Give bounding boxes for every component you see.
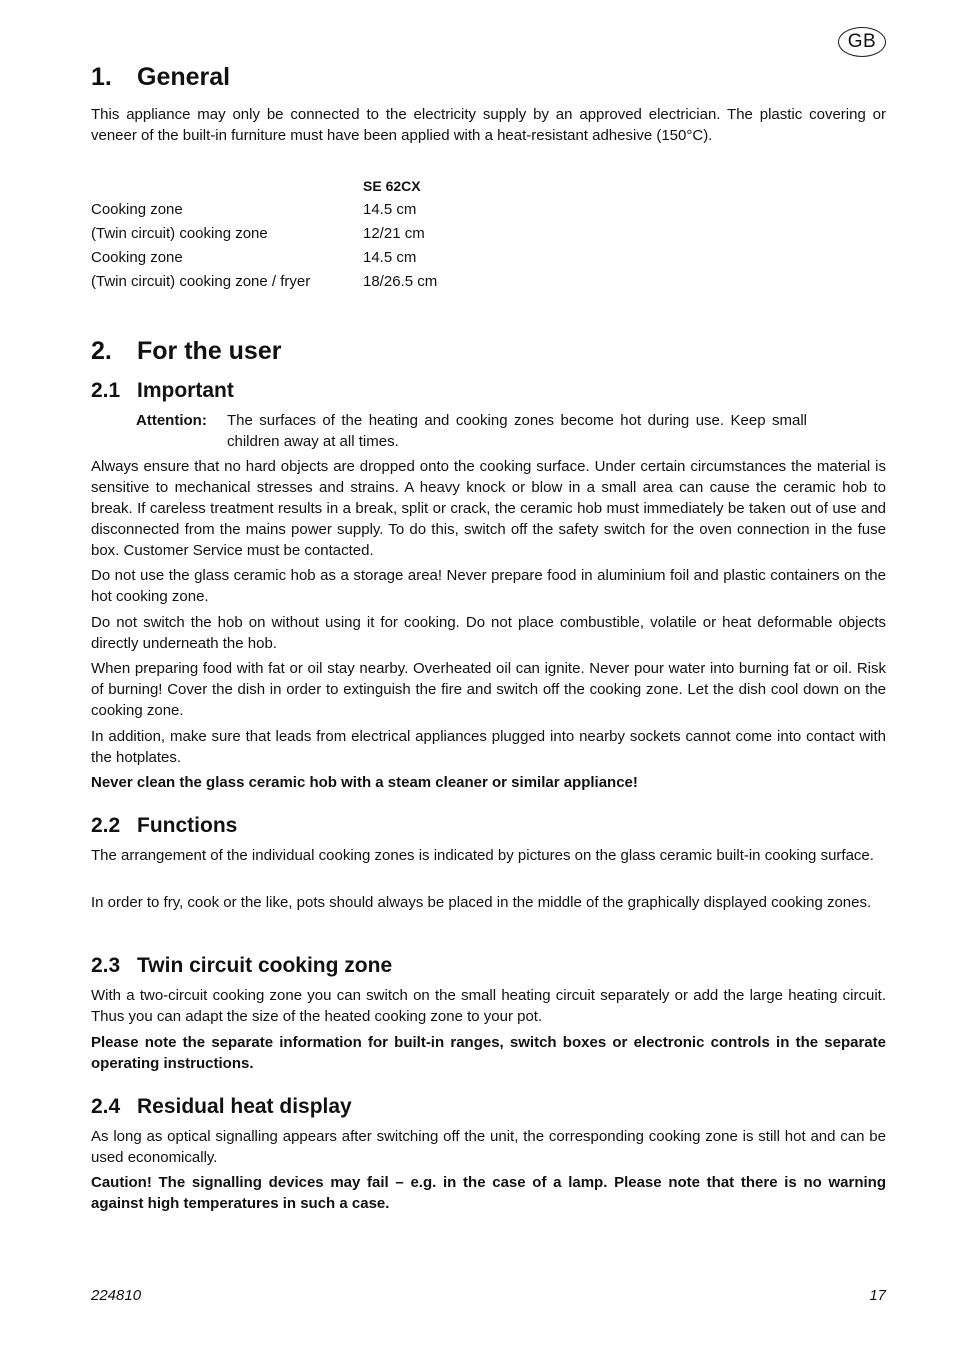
attention-label: Attention: bbox=[136, 412, 207, 429]
zone-label: Cooking zone bbox=[91, 249, 183, 266]
zone-label: (Twin circuit) cooking zone bbox=[91, 225, 268, 242]
subsection-title: Twin circuit cooking zone bbox=[137, 954, 393, 977]
important-paragraph-1: Always ensure that no hard objects are dropped onto the cooking surface. Under certain circumstances the material is sensitive to mechanical stresses and strains. A heavy knock or blow in a small area can cause the ceramic hob to break. If careless treatment results in a break, split or crack, the ceramic hob must immediately be taken out of use and disconnected from the mains power supply. To do this, switch off the safety switch for the oven connection in the fuse box. Customer Service must be contacted. bbox=[91, 458, 886, 559]
important-paragraph-5: In addition, make sure that leads from electrical appliances plugged into nearby sockets cannot come into contact with the hotplates. bbox=[91, 728, 886, 766]
subsection-2-4-heading bbox=[91, 1094, 352, 1120]
section-number: 1. bbox=[91, 63, 112, 91]
subsection-title: Functions bbox=[137, 814, 238, 837]
residual-heat-paragraph: As long as optical signalling appears after switching off the unit, the corresponding cooking zone is still hot and can be used economically. bbox=[91, 1128, 886, 1166]
important-paragraph-2: Do not use the glass ceramic hob as a storage area! Never prepare food in aluminium foil and plastic containers on the hot cooking zone. bbox=[91, 567, 886, 605]
zone-size: 18/26.5 cm bbox=[363, 273, 438, 290]
subsection-2-1-heading bbox=[91, 378, 234, 404]
subsection-number: 2.2 bbox=[91, 814, 121, 837]
zone-label: Cooking zone bbox=[91, 201, 183, 218]
model-header: SE 62CX bbox=[363, 178, 421, 194]
section-title: For the user bbox=[137, 337, 282, 365]
zone-size: 14.5 cm bbox=[363, 201, 417, 218]
section-1-heading bbox=[91, 62, 230, 92]
section-number: 2. bbox=[91, 337, 112, 365]
important-paragraph-3: Do not switch the hob on without using it for cooking. Do not place combustible, volatile or heat deformable objects directly underneath the hob. bbox=[91, 614, 886, 652]
residual-heat-caution: Caution! The signalling devices may fail – e.g. in the case of a lamp. Please note that there is no warning against high temperatures in such a case. bbox=[91, 1174, 886, 1212]
page-number: 17 bbox=[869, 1287, 886, 1304]
subsection-title: Important bbox=[137, 379, 234, 402]
language-badge: GB bbox=[838, 27, 886, 57]
important-paragraph-4: When preparing food with fat or oil stay nearby. Overheated oil can ignite. Never pour water into burning fat or oil. Risk of burning! Cover the dish in order to extinguish the fire and switch off the cooking zone. Let the dish cool down on the cooking zone. bbox=[91, 660, 886, 719]
subsection-number: 2.3 bbox=[91, 954, 121, 977]
subsection-number: 2.1 bbox=[91, 379, 121, 402]
steam-cleaner-warning: Never clean the glass ceramic hob with a steam cleaner or similar appliance! bbox=[91, 774, 638, 791]
functions-paragraph-2: In order to fry, cook or the like, pots should always be placed in the middle of the graphically displayed cooking zones. bbox=[91, 894, 872, 911]
document-number: 224810 bbox=[91, 1287, 142, 1304]
subsection-2-3-heading bbox=[91, 953, 392, 979]
zone-label: (Twin circuit) cooking zone / fryer bbox=[91, 273, 311, 290]
twin-circuit-note: Please note the separate information for built-in ranges, switch boxes or electronic controls in the separate operating instructions. bbox=[91, 1034, 886, 1072]
zone-size: 14.5 cm bbox=[363, 249, 417, 266]
subsection-2-2-heading bbox=[91, 813, 237, 839]
section-title: General bbox=[137, 63, 231, 91]
functions-paragraph-1: The arrangement of the individual cooking zones is indicated by pictures on the glass ceramic built-in cooking surface. bbox=[91, 847, 874, 864]
subsection-number: 2.4 bbox=[91, 1095, 121, 1118]
section-2-heading bbox=[91, 336, 281, 366]
zone-size: 12/21 cm bbox=[363, 225, 425, 242]
attention-text: The surfaces of the heating and cooking zones become hot during use. Keep small children away at all times. bbox=[227, 412, 807, 450]
subsection-title: Residual heat display bbox=[137, 1095, 352, 1118]
twin-circuit-paragraph: With a two-circuit cooking zone you can switch on the small heating circuit separately or add the large heating circuit. Thus you can adapt the size of the heated cooking zone to your pot. bbox=[91, 987, 886, 1025]
general-intro: This appliance may only be connected to the electricity supply by an approved electrician. The plastic covering or veneer of the built-in furniture must have been applied with a heat-resistant adhesive (150°C). bbox=[91, 106, 886, 144]
